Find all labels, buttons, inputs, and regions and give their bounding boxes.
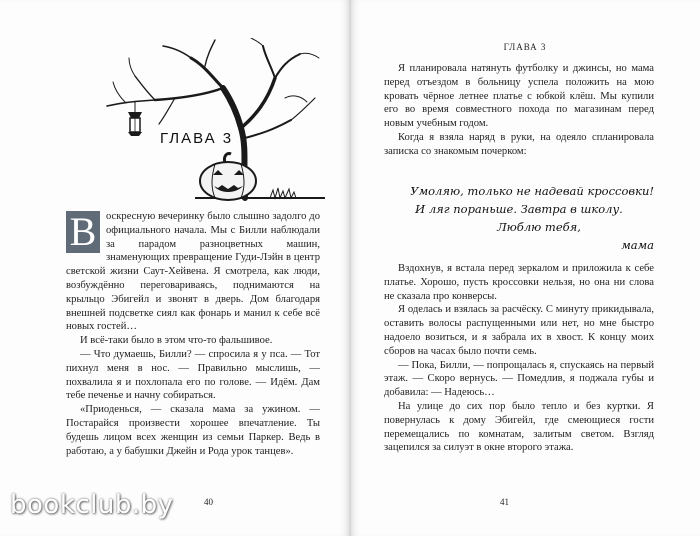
page-number-right: 41 (500, 497, 509, 507)
paragraph: Вздохнув, я встала перед зеркалом и приложила к себе платье. Хорошо, пусть кроссовки нельзя, но она ни слова не сказала про конверсы. (384, 263, 654, 302)
paragraph: — Пока, Билли, — попрощалась я, спускаясь на первый этаж. — Скоро вернусь. — Помедлив, я поджала губы и добавила: — Надеюсь… (384, 359, 654, 399)
note-line: Умоляю, только не надевай кроссовки! (410, 184, 654, 198)
chapter-title: ГЛАВА 3 (160, 130, 234, 147)
left-page-text (66, 210, 320, 458)
paragraph: Я планировала натянуть футболку и джинсы, но мама перед отъездом в больницу успела положить на мою кровать чёрное летнее платье с юбкой клёш. Мы купили его во время совместного похода по магазинам перед новым учебным годом. (384, 63, 654, 130)
note-line: И ляг пораньше. Завтра в школу. (415, 202, 623, 216)
paragraph: И всё-таки было в этом что-то фальшивое. (80, 335, 273, 347)
right-page-text-bottom (384, 262, 654, 455)
watermark: bookclub.by (10, 490, 174, 520)
page-number-left: 40 (204, 497, 213, 507)
first-paragraph (66, 210, 320, 334)
paragraph: На улице до сих пор было тепло и без куртки. Я повернулась к дому Эбигейл, где смеющиеся гости перемещались по комнатам, залитым светом. Взгляд зацепился за силуэт в окне второго этажа. (384, 400, 654, 454)
paragraph: Когда я взяла наряд в руки, на одеяло спланировала записка со знакомым почерком: (384, 131, 654, 157)
paragraph: Я оделась и взялась за расчёску. С минуту прикидывала, оставить волосы распущенными или нет, но мне быстро надоело возиться, и я забрала их в хвост. К концу моих сборов на часах было почти семь. (384, 304, 654, 357)
drop-cap: В (66, 211, 100, 253)
note-signature: мама (621, 238, 654, 252)
running-head: ГЛАВА 3 (503, 42, 547, 52)
paragraph: «Приоденься, — сказала мама за ужином. — Постарайся произвести хорошее впечатление. Ты будешь лицом всех женщин из семьи Паркер. Ведь в работаю, а у бабушки Джейн и Рода урок танцев». (66, 404, 320, 457)
first-paragraph-text: оскресную вечеринку было слышно задолго до официального начала. Мы с Билли наблюдали за парадом разноцветных машин, знаменующих превращение Гуди-Лэйн в центр светской жизни Саут-Хейвена. Я смотрела, как люди, возбуждённо переговариваясь, поднимаются на крыльцо Эбигейл и звонят в дверь. Дом благодаря внешней подсветке сиял как фонарь и манил к себе всё новых гостей… (66, 211, 320, 333)
lantern-icon (128, 112, 142, 136)
chapter-illustration (95, 38, 325, 203)
book-spine (349, 0, 351, 536)
note-line: Люблю тебя, (497, 220, 581, 234)
pumpkin-icon (200, 153, 256, 200)
right-page-text-top (384, 62, 654, 159)
paragraph: — Что думаешь, Билли? — спросила я у пса. — Тот пихнул меня в нос. — Правильно мыслишь, — похвалила я и похлопала его по голове. — Идём. Дам тебе печенье и начну собираться. (66, 348, 320, 402)
handwritten-note (384, 182, 654, 254)
